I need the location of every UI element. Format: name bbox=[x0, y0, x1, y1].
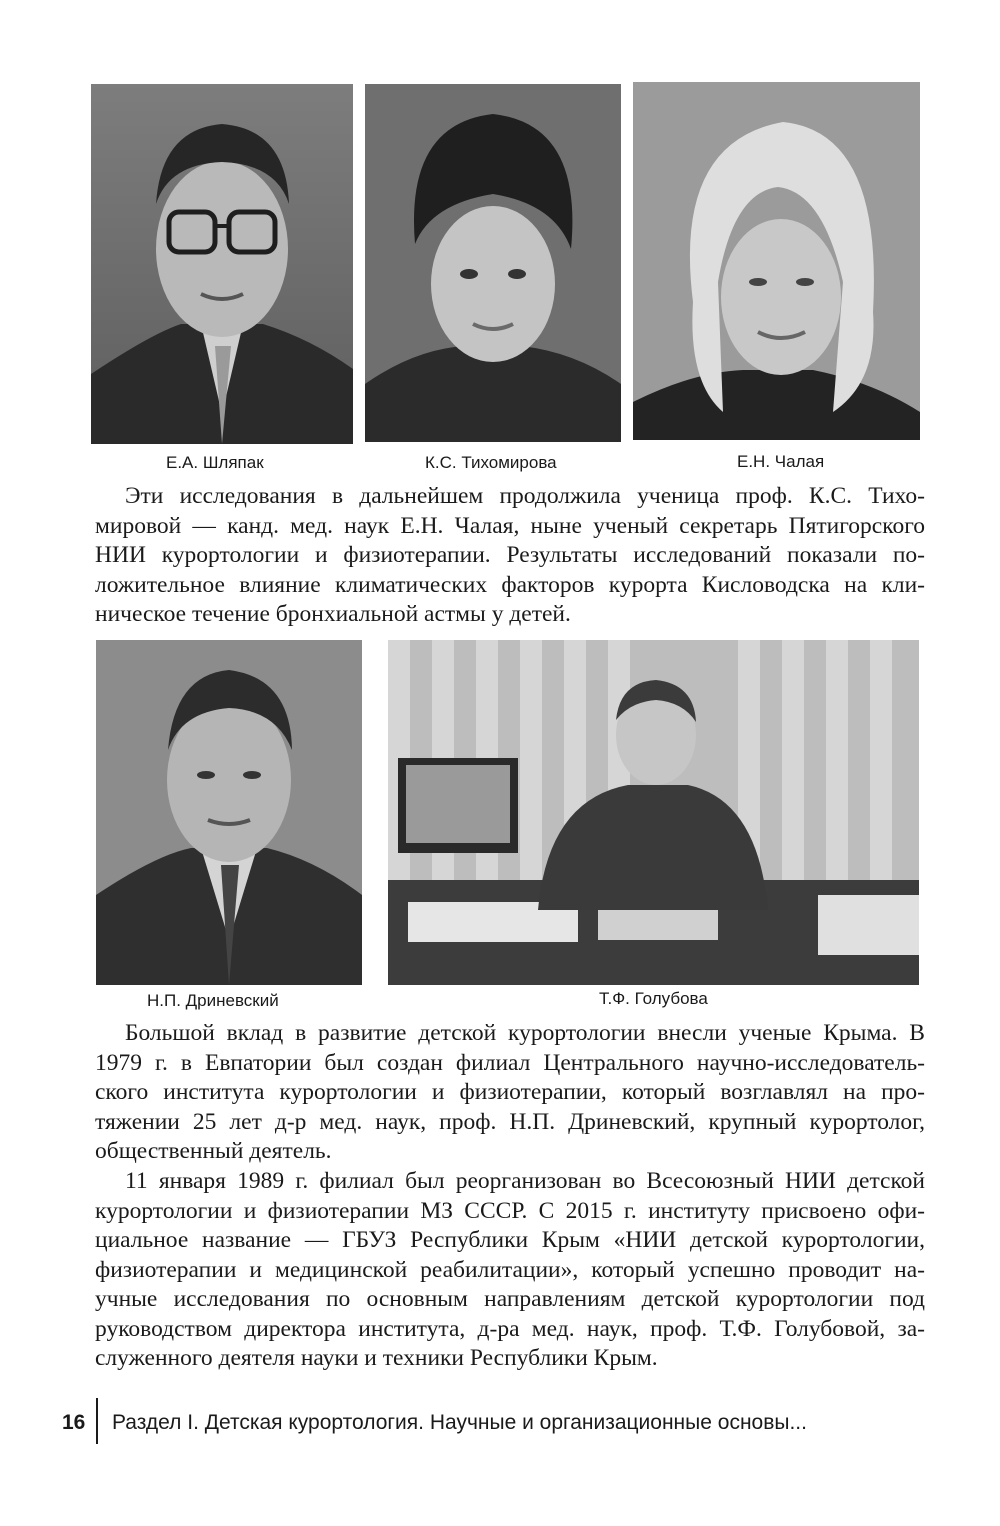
text-line: ложительное влияние климатических факторов курорта Кисловодска на кли- bbox=[95, 571, 925, 598]
text-line: служенного деятеля науки и техники Республики Крым. bbox=[95, 1345, 658, 1371]
text-line: циальное название — ГБУЗ Республики Крым «НИИ детской курортологии, bbox=[95, 1227, 925, 1253]
running-title: Раздел I. Детская курортология. Научные и организационные основы... bbox=[112, 1411, 807, 1434]
paragraph-2 bbox=[95, 1019, 925, 1167]
text-line: курортологии и физиотерапии МЗ СССР. С 2015 г. институту присвоено офи- bbox=[95, 1197, 925, 1224]
text-line: руководством директора института, д-ра мед. наук, проф. Т.Ф. Голубовой, за- bbox=[95, 1315, 925, 1342]
portrait-tikhomirova bbox=[365, 84, 621, 442]
caption-tikhomirova: К.С. Тихомирова bbox=[425, 453, 557, 472]
text-line: Большой вклад в развитие детской курортологии внесли ученые Крыма. В bbox=[125, 1020, 925, 1046]
text-line: 11 января 1989 г. филиал был реорганизован во Всесоюзный НИИ детской bbox=[125, 1168, 925, 1194]
text-line: общественный деятель. bbox=[95, 1138, 332, 1164]
text-line: ского института курортологии и физиотерапии, который возглавлял на про- bbox=[95, 1079, 925, 1105]
text-line: физиотерапии и медицинской реабилитации», который успешно проводит на- bbox=[95, 1256, 925, 1283]
page-number: 16 bbox=[62, 1411, 86, 1434]
caption-chalaya: Е.Н. Чалая bbox=[737, 452, 825, 471]
paragraph-3 bbox=[95, 1167, 925, 1374]
text-line: ническое течение бронхиальной астмы у детей. bbox=[95, 601, 571, 627]
text-line: тяжении 25 лет д-р мед. наук, проф. Н.П. Дриневский, крупный курортолог, bbox=[95, 1108, 925, 1135]
text-line: НИИ курортологии и физиотерапии. Результаты исследований показали по- bbox=[95, 542, 925, 568]
text-line: Эти исследования в дальнейшем продолжила ученица проф. К.С. Тихо- bbox=[125, 483, 925, 509]
caption-shlyapak: Е.А. Шляпак bbox=[166, 453, 264, 472]
caption-golubova: Т.Ф. Голубова bbox=[599, 989, 708, 1008]
photo-golubova bbox=[388, 640, 919, 985]
text-line: 1979 г. в Евпатории был создан филиал Центрального научно-исследователь- bbox=[95, 1049, 925, 1076]
caption-drinevsky: Н.П. Дриневский bbox=[147, 991, 279, 1010]
text-line: мировой — канд. мед. наук Е.Н. Чалая, ныне ученый секретарь Пятигорского bbox=[95, 512, 925, 539]
portrait-shlyapak bbox=[91, 84, 353, 444]
paragraph-1 bbox=[95, 482, 925, 630]
footer-divider bbox=[96, 1398, 98, 1444]
text-line: учные исследования по основным направлениям детской курортологии под bbox=[95, 1286, 925, 1312]
portrait-chalaya bbox=[633, 82, 920, 440]
portrait-drinevsky bbox=[96, 640, 362, 985]
